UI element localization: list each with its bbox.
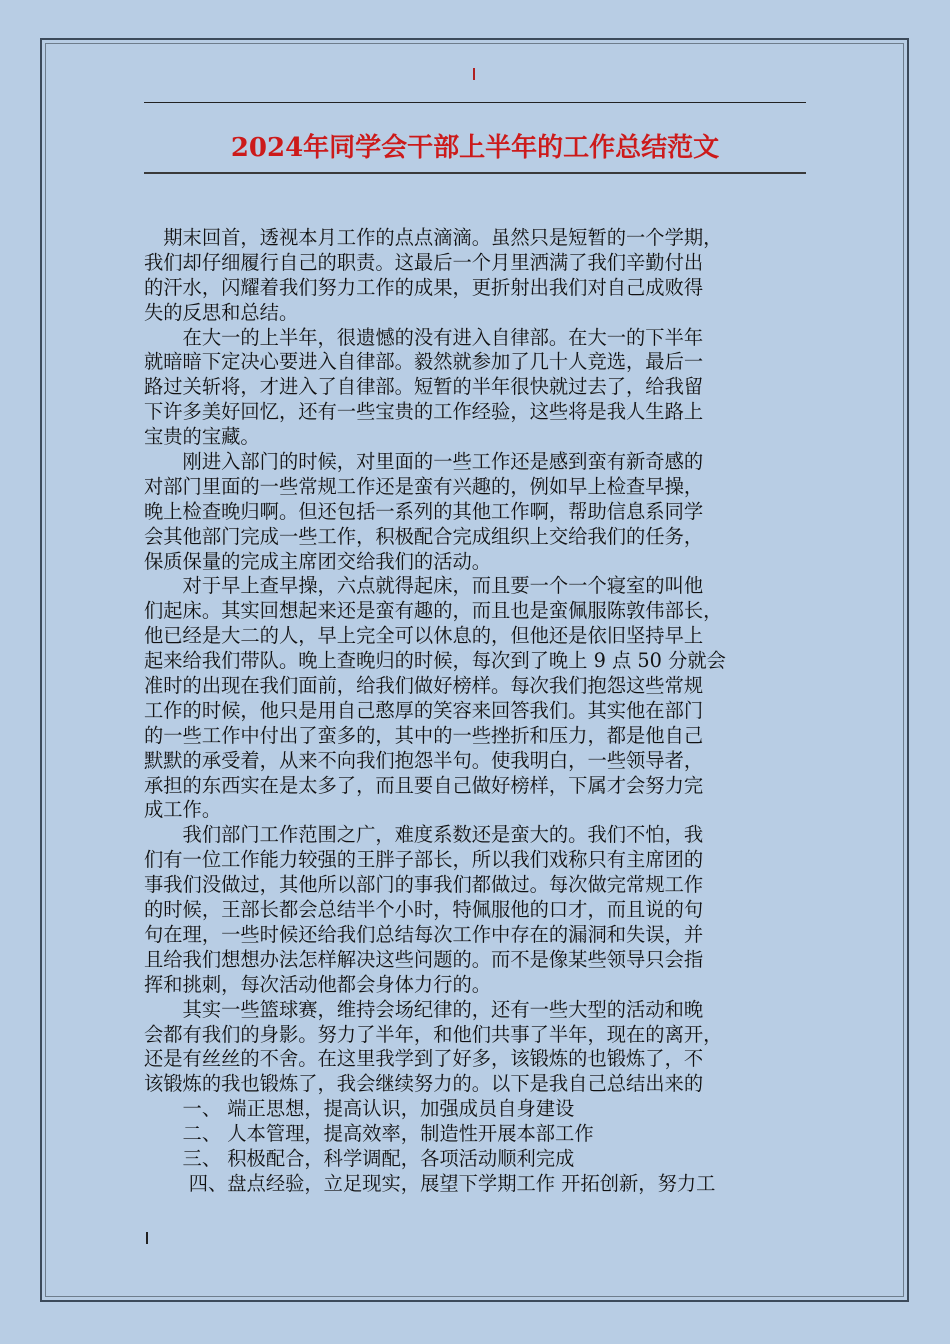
body-line: 路过关斩将，才进入了自律部。短暂的半年很快就过去了，给我留 [144, 375, 704, 399]
body-line: 句在理，一些时候还给我们总结每次工作中存在的漏洞和失误，并 [144, 922, 704, 946]
body-line: 期末回首，透视本月工作的点点滴滴。虽然只是短暂的一个学期， [144, 226, 723, 249]
body-line: 挥和挑刺，每次活动他都会身体力行的。 [144, 972, 492, 996]
body-line: 我们部门工作范围之广，难度系数还是蛮大的。我们不怕，我 [144, 823, 704, 847]
body-line: 事我们没做过，其他所以部门的事我们都做过。每次做完常规工作 [144, 873, 704, 897]
body-line: 的汗水，闪耀着我们努力工作的成果，更折射出我们对自己成败得 [144, 275, 704, 299]
body-line: 失的反思和总结。 [144, 300, 299, 324]
body-line: 默默的承受着，从来不向我们抱怨半句。使我明白，一些领导者， [144, 748, 704, 772]
body-line: 的一些工作中付出了蛮多的，其中的一些挫折和压力，都是他自己 [144, 723, 704, 747]
body-line: 该锻炼的我也锻炼了，我会继续努力的。以下是我自己总结出来的 [144, 1072, 704, 1096]
body-line: 在大一的上半年，很遗憾的没有进入自律部。在大一的下半年 [144, 325, 704, 349]
body-line: 会其他部门完成一些工作，积极配合完成组织上交给我们的任务， [144, 524, 704, 548]
body-line: 他已经是大二的人，早上完全可以休息的，但他还是依旧坚持早上 [144, 624, 704, 648]
body-line: 晚上检查晚归啊。但还包括一系列的其他工作啊，帮助信息系同学 [144, 499, 704, 523]
body-line: 还是有丝丝的不舍。在这里我学到了好多，该锻炼的也锻炼了，不 [144, 1047, 704, 1071]
header-cursor-mark [473, 68, 475, 80]
body-line: 保质保量的完成主席团交给我们的活动。 [144, 549, 492, 573]
body-line: 宝贵的宝藏。 [144, 425, 260, 449]
footer-cursor-mark [146, 1232, 148, 1244]
body-line: 们起床。其实回想起来还是蛮有趣的，而且也是蛮佩服陈敦伟部长， [144, 599, 723, 623]
body-line: 我们却仔细履行自己的职责。这最后一个月里洒满了我们辛勤付出 [144, 250, 704, 274]
body-line: 承担的东西实在是太多了，而且要自己做好榜样，下属才会努力完 [144, 773, 704, 797]
body-line: 的时候，王部长都会总结半个小时，特佩服他的口才，而且说的句 [144, 898, 704, 922]
list-item: 三、 积极配合，科学调配，各项活动顺利完成 [144, 1146, 575, 1170]
body-line: 刚进入部门的时候，对里面的一些工作还是感到蛮有新奇感的 [144, 450, 704, 474]
body-line: 且给我们想想办法怎样解决这些问题的。而不是像某些领导只会指 [144, 947, 704, 971]
body-line: 工作的时候，他只是用自己憨厚的笑容来回答我们。其实他在部门 [144, 698, 704, 722]
body-line: 们有一位工作能力较强的王胖子部长，所以我们戏称只有主席团的 [144, 848, 704, 872]
title-underline-rule [144, 172, 806, 174]
body-line: 下许多美好回忆，还有一些宝贵的工作经验，这些将是我人生路上 [144, 400, 704, 424]
body-line: 起来给我们带队。晚上查晚归的时候，每次到了晚上 9 点 50 分就会 [144, 649, 726, 673]
body-line: 其实一些篮球赛，维持会场纪律的，还有一些大型的活动和晚 [144, 997, 704, 1021]
document-title: 2024年同学会干部上半年的工作总结范文 [230, 133, 720, 163]
list-item: 二、 人本管理，提高效率，制造性开展本部工作 [144, 1122, 594, 1146]
header-rule [144, 102, 806, 103]
body-line: 成工作。 [144, 798, 222, 822]
list-item: 一、 端正思想，提高认识，加强成员自身建设 [144, 1097, 575, 1121]
body-line: 就暗暗下定决心要进入自律部。毅然就参加了几十人竞选，最后一 [144, 350, 704, 374]
list-item: 四、盘点经验，立足现实，展望下学期工作 开拓创新，努力工 [144, 1171, 716, 1195]
body-line: 对于早上查早操，六点就得起床，而且要一个一个寝室的叫他 [144, 574, 704, 598]
body-line: 对部门里面的一些常规工作还是蛮有兴趣的，例如早上检查早操， [144, 474, 704, 498]
document-body [144, 226, 808, 1197]
body-line: 准时的出现在我们面前，给我们做好榜样。每次我们抱怨这些常规 [144, 674, 704, 698]
body-line: 会都有我们的身影。努力了半年，和他们共事了半年，现在的离开， [144, 1022, 723, 1046]
